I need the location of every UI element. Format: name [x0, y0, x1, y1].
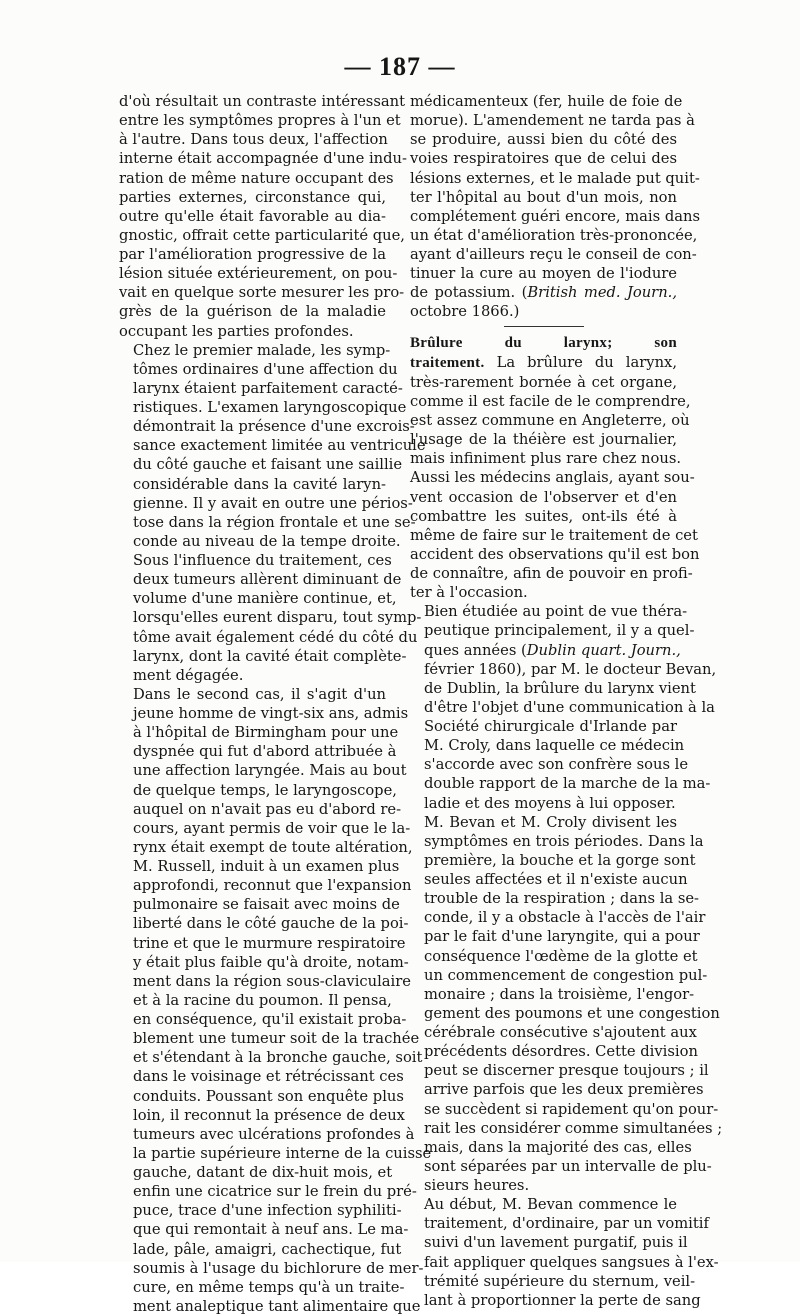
- text-fragment: ques années (: [424, 641, 527, 659]
- left-column: [119, 92, 432, 1316]
- text-line: voies respiratoires que de celui des: [410, 150, 677, 168]
- text-line: outre qu'elle était favorable au dia-: [119, 207, 386, 225]
- text-line: octobre 1866.): [410, 303, 520, 321]
- text-line: Sous l'influence du traitement, ces: [133, 552, 392, 569]
- text-line: tose dans la région frontale et une se-: [133, 513, 416, 531]
- text-line: pulmonaire se faisait avec moins de: [133, 896, 400, 914]
- text-line: trémité supérieure du sternum, veil-: [424, 1272, 696, 1290]
- paragraph-larynx-burn-intro: [410, 333, 700, 603]
- text-line: Dans le second cas, il s'agit d'un: [133, 685, 386, 703]
- text-line: d'où résultait un contraste intéressant: [119, 93, 405, 110]
- text-line: tumeurs avec ulcérations profondes à: [133, 1125, 415, 1143]
- text-line: dans le voisinage et rétrécissant ces: [133, 1068, 404, 1086]
- citation-source: British med. Journ.,: [527, 284, 677, 302]
- page-number: — 187 —: [344, 52, 456, 81]
- text-line: complétement guéri encore, mais dans: [410, 207, 700, 225]
- text-line: gnostic, offrait cette particularité que,: [119, 226, 405, 244]
- text-line: ter à l'occasion.: [410, 584, 528, 602]
- text-line: ment dans la région sous-claviculaire: [133, 972, 411, 990]
- text-line: lésions externes, et le malade put quit-: [410, 169, 700, 187]
- text-line: suivi d'un lavement purgatif, puis il: [424, 1234, 688, 1252]
- text-line: larynx étaient parfaitement caracté-: [133, 379, 403, 397]
- text-fragment: de potassium.: [410, 284, 516, 302]
- text-line: loin, il reconnut la présence de deux: [133, 1106, 405, 1124]
- paragraph: [119, 92, 407, 341]
- section-heading-cont: traitement.: [410, 354, 485, 371]
- text-line: rait les considérer comme simultanées ;: [424, 1119, 723, 1137]
- text-line: s'accorde avec son confrère sous le: [424, 756, 689, 774]
- text-line: ment analeptique tant alimentaire que: [133, 1297, 421, 1315]
- text-line: conde, il y a obstacle à l'accès de l'air: [424, 909, 706, 927]
- text-line: d'être l'objet d'une communication à la: [424, 698, 715, 716]
- text-line: tôme avait également cédé du côté du: [133, 628, 418, 646]
- text-line: même de faire sur le traitement de cet: [410, 526, 698, 544]
- text-line: de quelque temps, le laryngoscope,: [133, 781, 397, 799]
- text-line: accident des observations qu'il est bon: [410, 545, 700, 563]
- text-line: [410, 641, 681, 660]
- text-line: puce, trace d'une infection syphiliti-: [133, 1202, 402, 1220]
- text-line: gauche, datant de dix-huit mois, et: [133, 1164, 393, 1181]
- text-line: considérable dans la cavité laryn-: [133, 475, 386, 493]
- text-line: grès de la guérison de la maladie: [119, 303, 386, 321]
- text-line: par l'amélioration progressive de la: [119, 246, 386, 263]
- text-line: de connaître, afin de pouvoir en profi-: [410, 565, 693, 582]
- text-line: Au début, M. Bevan commence le: [424, 1196, 677, 1214]
- text-line: démontrait la présence d'une excrois-: [133, 418, 415, 436]
- text-line: seules affectées et il n'existe aucun: [424, 871, 688, 888]
- text-line: et à la racine du poumon. Il pensa,: [133, 991, 392, 1009]
- text-line: monaire ; dans la troisième, l'engor-: [424, 985, 695, 1003]
- text-line: conde au niveau de la tempe droite.: [133, 532, 401, 550]
- text-line: conséquence l'œdème de la glotte et: [424, 947, 698, 965]
- text-line: cérébrale consécutive s'ajoutent aux: [424, 1024, 697, 1041]
- text-line: gienne. Il y avait en outre une périos-: [133, 494, 413, 512]
- text-line: arrive parfois que les deux premières: [424, 1081, 704, 1099]
- text-line: enfin une cicatrice sur le frein du pré-: [133, 1183, 417, 1201]
- paragraph-bevan-study: [410, 602, 717, 812]
- heading-line: [410, 353, 677, 373]
- text-line: précédents désordres. Cette division: [424, 1043, 698, 1061]
- text-line: et s'étendant à la bronche gauche, soit: [133, 1049, 423, 1067]
- text-line: auquel on n'avait pas eu d'abord re-: [133, 800, 402, 818]
- text-line: mais infiniment plus rare chez nous.: [410, 450, 682, 468]
- text-line: ristiques. L'examen laryngoscopique: [133, 399, 407, 416]
- text-line: tômes ordinaires d'une affection du: [133, 360, 398, 378]
- text-line: du côté gauche et faisant une saillie: [133, 456, 403, 474]
- text-line: trine et que le murmure respiratoire: [133, 934, 406, 952]
- text-line: à l'autre. Dans tous deux, l'affection: [119, 131, 388, 149]
- text-line: occupant les parties profondes.: [119, 322, 354, 340]
- text-line: cure, en même temps qu'à un traite-: [133, 1278, 405, 1296]
- text-line: en conséquence, qu'il existait proba-: [133, 1011, 407, 1028]
- text-line: traitement, d'ordinaire, par un vomitif: [424, 1215, 709, 1233]
- citation-source: Dublin quart. Journ.,: [526, 641, 681, 659]
- text-line: entre les symptômes propres à l'un et: [119, 112, 401, 130]
- text-line: ter l'hôpital au bout d'un mois, non: [410, 188, 677, 206]
- text-line: sieurs heures.: [424, 1177, 530, 1194]
- text-line: se produire, aussi bien du côté des: [410, 131, 677, 149]
- text-line: médicamenteux (fer, huile de foie de: [410, 93, 683, 110]
- text-line: se succèdent si rapidement qu'on pour-: [424, 1100, 719, 1118]
- text-line: lant à proportionner la perte de sang: [424, 1291, 701, 1309]
- text-line: tinuer la cure au moyen de l'iodure: [410, 265, 677, 283]
- text-line: La brûlure du larynx,: [496, 353, 677, 371]
- right-column: [410, 92, 723, 1310]
- text-line: ayant d'ailleurs reçu le conseil de con-: [410, 246, 697, 263]
- text-line: M. Croly, dans laquelle ce médecin: [424, 737, 685, 755]
- paragraph-initial-treatment: [410, 1195, 719, 1310]
- text-line: lade, pâle, amaigri, cachectique, fut: [133, 1240, 402, 1258]
- text-line: peut se discerner presque toujours ; il: [424, 1062, 709, 1080]
- text-line: très-rarement bornée à cet organe,: [410, 373, 677, 391]
- text-line: la partie supérieure interne de la cuisse: [133, 1144, 432, 1162]
- section-divider: [504, 326, 584, 327]
- text-line: liberté dans le côté gauche de la poi-: [133, 915, 409, 933]
- text-line: interne était accompagnée d'une indu-: [119, 150, 407, 168]
- text-line: mais, dans la majorité des cas, elles: [424, 1138, 692, 1156]
- text-line: peutique principalement, il y a quel-: [424, 622, 695, 640]
- text-line: une affection laryngée. Mais au bout: [133, 762, 407, 780]
- text-line: Aussi les médecins anglais, ayant sou-: [410, 469, 695, 487]
- text-line: première, la bouche et la gorge sont: [424, 851, 696, 869]
- text-line: vait en quelque sorte mesurer les pro-: [119, 284, 405, 302]
- text-line: est assez commune en Angleterre, où: [410, 412, 690, 429]
- text-line: l'usage de la théière est journalier,: [410, 431, 677, 449]
- text-line: volume d'une manière continue, et,: [133, 590, 397, 608]
- text-line: de potassium. (British med. Journ.,: [410, 284, 677, 302]
- text-line: parties externes, circonstance qui,: [119, 188, 386, 206]
- text-line: jeune homme de vingt-six ans, admis: [133, 705, 409, 722]
- text-line: un état d'amélioration très-prononcée,: [410, 226, 698, 244]
- text-line: gement des poumons et une congestion: [424, 1004, 720, 1022]
- text-line: conduits. Poussant son enquête plus: [133, 1087, 404, 1105]
- text-line: fait appliquer quelques sangsues à l'ex-: [424, 1253, 719, 1271]
- text-line: un commencement de congestion pul-: [424, 966, 708, 984]
- text-line: par le fait d'une laryngite, qui a pour: [424, 928, 700, 946]
- text-line: blement une tumeur soit de la trachée: [133, 1030, 420, 1048]
- text-line: morue). L'amendement ne tarda pas à: [410, 112, 695, 130]
- text-line: ladie et des moyens à lui opposer.: [424, 794, 676, 812]
- text-line: rynx était exempt de toute altération,: [133, 838, 413, 856]
- text-line: Chez le premier malade, les symp-: [133, 341, 391, 359]
- text-line: Société chirurgicale d'Irlande par: [424, 718, 677, 735]
- paragraph: [119, 341, 426, 685]
- text-line: vent occasion de l'observer et d'en: [410, 488, 677, 506]
- text-line: ration de même nature occupant des: [119, 169, 394, 187]
- text-line: sont séparées par un intervalle de plu-: [424, 1157, 712, 1175]
- text-line: comme il est facile de le comprendre,: [410, 392, 691, 410]
- section-heading: Brûlure du larynx; son: [410, 334, 677, 351]
- heading-line: [410, 333, 677, 353]
- paragraph: [119, 685, 432, 1316]
- text-line: lorsqu'elles eurent disparu, tout symp-: [133, 609, 422, 627]
- text-line: dyspnée qui fut d'abord attribuée à: [133, 743, 397, 761]
- text-line: y était plus faible qu'à droite, notam-: [133, 953, 409, 971]
- text-line: deux tumeurs allèrent diminuant de: [133, 571, 402, 589]
- text-line: sance exactement limitée au ventricule: [133, 437, 426, 455]
- text-line: approfondi, reconnut que l'expansion: [133, 877, 412, 895]
- text-line: de Dublin, la brûlure du larynx vient: [424, 679, 696, 697]
- text-line: M. Russell, induit à un examen plus: [133, 858, 400, 875]
- text-line: combattre les suites, ont-ils été à: [410, 507, 677, 525]
- paragraph-symptom-periods: [410, 813, 723, 1196]
- text-line: ment dégagée.: [133, 666, 244, 684]
- text-line: février 1860), par M. le docteur Bevan,: [424, 660, 717, 678]
- paragraph-treatment-outcome: [410, 92, 700, 322]
- text-line: symptômes en trois périodes. Dans la: [424, 832, 704, 850]
- text-line: double rapport de la marche de la ma-: [424, 775, 711, 793]
- text-line: lésion située extérieurement, on pou-: [119, 265, 398, 283]
- text-line: que qui remontait à neuf ans. Le ma-: [133, 1221, 409, 1239]
- text-line: à l'hôpital de Birmingham pour une: [133, 724, 399, 742]
- text-line: Bien étudiée au point de vue théra-: [424, 603, 688, 621]
- text-line: cours, ayant permis de voir que le la-: [133, 819, 411, 837]
- text-line: trouble de la respiration ; dans la se-: [424, 890, 700, 908]
- text-line: larynx, dont la cavité était complète-: [133, 647, 407, 665]
- text-line: M. Bevan et M. Croly divisent les: [424, 813, 677, 831]
- text-line: soumis à l'usage du bichlorure de mer-: [133, 1259, 424, 1277]
